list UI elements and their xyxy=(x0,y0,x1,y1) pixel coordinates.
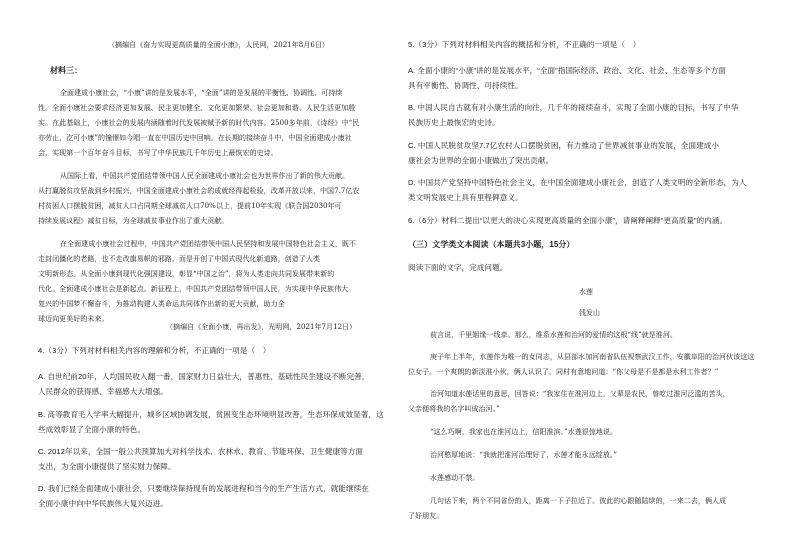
left-text-line: C. 2012年以来，全国一般公共预算加大对科学技术、农林水、教育、节能环保、卫生健康等方面 xyxy=(38,447,364,456)
left-text-line: 在全面建成小康社会过程中，中国共产党团结带领中国人民坚持和发展中国特色社会主义，既不 xyxy=(60,240,357,248)
right-text-line: 6.（6分）材料二提出“以更大的决心实现更高质量的全面小康”，请阐释阐释“更高质量”的内涵。 xyxy=(408,216,728,225)
left-text-line: 实。在此基础上，小康社会的发展内涵随着时代发展被赋予新的时代内容。2500多年前，《诗经》中“民 xyxy=(38,119,360,127)
left-text-line: 人民群众的获得感、幸福感大大增强。 xyxy=(38,387,168,396)
right-text-line: 康社会为世界的全面小康做出了突出贡献。 xyxy=(408,156,554,165)
left-text-line: 亦劳止，汔可小康”的憧憬如今唱一直在中国历史中回响。在长期的接续奋斗中，中国全面建成小康社 xyxy=(38,134,352,142)
right-text-line: 阅读下面的文字，完成问题。 xyxy=(408,263,508,272)
left-text-line: 些成效彰显了全面小康的特色。 xyxy=(38,425,146,434)
right-text-line: 庚子年上半年，水莲作为唯一的女同志，从县部水加河南省队伍视察武汉工作，安徽阜阳的治河伙该这这 xyxy=(430,353,755,361)
left-text-line: D. 我们已经全面建成小康社会，只要继续保持现有的发展进程和当今的生产生活方式，就能继续在 xyxy=(38,484,369,493)
right-text-line: 类文明发展史上具有里程碑意义。 xyxy=(408,193,523,202)
right-text-line: 5.（3分）下列对材料相关内容的概括和分析，不正确的一项是（ ） xyxy=(408,40,641,49)
left-text-line: 从打赢脱贫攻坚战到乡村振兴，中国全面建成小康社会的成就经得起检验，改革开放以来，中国7.7亿农 xyxy=(38,187,360,195)
left-text-line: （摘编自《全面小康，再出发》，光明网，2021年7月12日） xyxy=(166,323,357,331)
right-text-line: 几句话下来，两个不同省份的人，距离一下子拉近了。彼此的心跟随陆续的，一来二去，俩人成 xyxy=(430,497,727,505)
left-text-line: 复兴的中国梦不懈奋斗，为推动构建人类命运共同体作出新的更大贡献，助力全 xyxy=(38,300,285,308)
right-text-line: 前言说，千里姻缘一线牵。那么，维系水莲和治河的爱情的这根“线”就是淮河。 xyxy=(430,331,677,339)
left-text-line: 全面建成小康社会，“小康”讲的是发展水平，“全面”讲的是发展的平衡性、协调性、可持续 xyxy=(60,89,343,97)
right-text-line: （三）文学类文本阅读（本题共3小题，15分） xyxy=(408,240,575,249)
right-text-line: C. 中国人民脱贫攻坚7.7亿农村人口摆脱贫困，有力推动了世界减贫事业的发展，全面建成小 xyxy=(408,141,720,150)
left-text-line: 从国际上看，中国共产党团结带领中国人民全面建成小康社会也为世界作出了新的伟大贡献。 xyxy=(60,172,350,180)
left-text-line: 代化。全面建成小康社会是新起点。新征程上，中国共产党团结带领中国人民，为实现中华民族伟大 xyxy=(38,285,349,293)
left-text-line: 村贫困人口摆脱贫困，减贫人口占同期全球减贫人口70%以上，提前10年实现《联合国2030年可 xyxy=(38,202,342,210)
left-text-line: 性。全面小康社会要求经济更加发展、民主更加健全、文化更加繁荣、社会更加和谐、人民生活更加殷 xyxy=(38,104,356,112)
left-text-line: B. 高等教育毛入学率大幅提升，城乡区域协调发展，贫困变生态环境明显改善，生态环保成效显著，这 xyxy=(38,410,384,419)
left-text-line: 支出，为全面小康提供了坚实财力保障。 xyxy=(38,462,176,471)
left-text-line: （摘编自《奋力实现更高质量的全面小康》，人民网，2021年8月6日） xyxy=(108,41,329,49)
right-text-line: 治河憨厚地说：“我就把淮河治理好了，水莲才能永远绽放。” xyxy=(430,451,618,459)
right-text-line: 水莲感动不禁。 xyxy=(430,474,480,482)
right-text-line: A. 全面小康的“小康”讲的是发展水平，“全面”指国际经济、政治、文化、社会、生态等多个方面 xyxy=(408,66,726,75)
left-text-line: 球迈向更美好的未来。 xyxy=(38,315,109,323)
right-text-line: 治河知道水莲话里的意思，回答说：“我家住在淮河边上，父辈是农民，曾吃过淮河泛滥的苦头， xyxy=(430,390,730,398)
left-text-line: 走封闭僵化的老路，也不走改旗易帜的邪路，而是开创了中国式现代化新道路，创造了人类 xyxy=(38,255,320,263)
right-text-line: 具有平衡性、协调性、可持续性。 xyxy=(408,81,523,90)
left-text-line: 文明新形态。从全面小康到现代化强国建设，彰显“中国之治”，将为人类走向共同发展带来新的 xyxy=(38,270,335,278)
right-text-line: 钱发山 xyxy=(571,309,601,317)
left-text-line: 材料三： xyxy=(50,66,83,75)
right-text-line: 水莲 xyxy=(578,288,594,296)
right-text-line: 父亲便将我的名字叫成治河。” xyxy=(408,405,500,413)
left-text-line: 4.（3分）下列对材料相关内容的理解和分析，不正确的一项是（ ） xyxy=(38,346,271,355)
left-text-line: 全面小康中向中华民族伟大复兴迈进。 xyxy=(38,499,168,508)
left-text-line: 会，实现第一个百年奋斗目标，书写了中华民族几千年历史上最恢宏的史诗。 xyxy=(38,149,278,157)
right-text-line: 民族历史上最恢宏的史诗。 xyxy=(408,118,500,127)
left-text-line: A. 自世纪前20年，人均国民收入翻一番，国家财力日益壮大，普惠性、基础性民生建设不断完善， xyxy=(38,372,370,381)
left-text-line: 持续发展议程》减贫目标，为全球减贫事业作出了重大贡献。 xyxy=(38,217,229,225)
right-text-line: 了好朋友。 xyxy=(408,512,444,520)
right-text-line: D. 中国共产党坚持中国特色社会主义，在中国全面建成小康社会，创造了人类文明的全新形态，为人 xyxy=(408,178,747,187)
right-text-line: 位女子。一个爽朗的新淡淮小伙，俩人认识了。同村有意地问道：“你父母是不是都是水利工作者？” xyxy=(408,368,719,376)
right-text-line: “这么巧啊，我家也在淮河边上，信阳淮滨。”水莲很惊地说。 xyxy=(430,428,618,436)
right-text-line: B. 中国人民自古就有对小康生活的向往，几千年的接续奋斗，实现了全面小康的目标，书写了中华 xyxy=(408,103,739,112)
